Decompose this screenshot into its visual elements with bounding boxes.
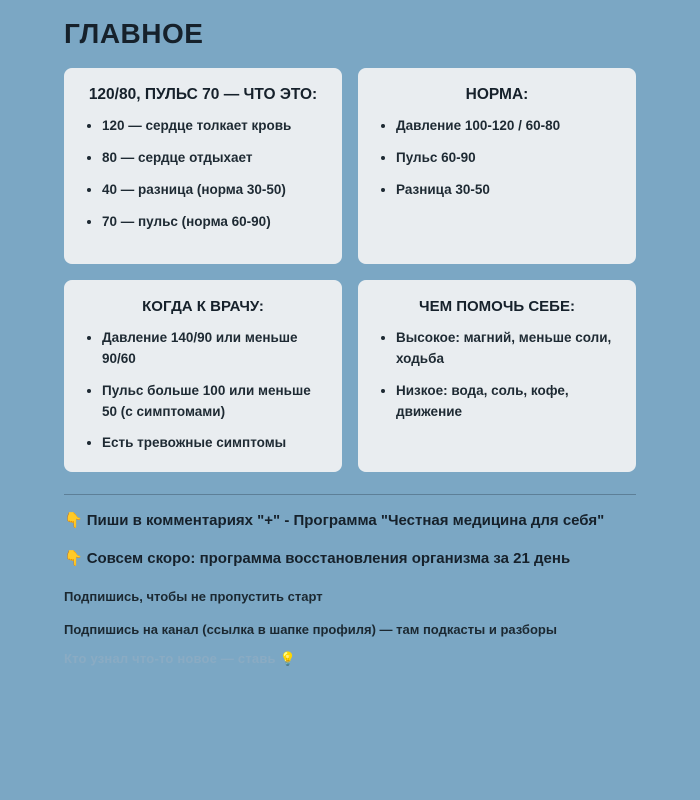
- list-item: Есть тревожные симптомы: [100, 433, 328, 454]
- card-norm: [358, 68, 636, 264]
- list-item: 80 — сердце отдыхает: [100, 148, 328, 169]
- note-text: Пиши в комментариях "+" - Программа "Честная медицина для себя": [86, 512, 605, 529]
- card-heading: 120/80, ПУЛЬС 70 — ЧТО ЭТО:: [88, 86, 318, 103]
- list-item: 40 — разница (норма 30-50): [100, 180, 328, 201]
- list-item: Разница 30-50: [394, 180, 622, 201]
- note-text: Совсем скоро: программа восстановления организма за 21 день: [86, 550, 571, 567]
- card-heading: ЧЕМ ПОМОЧЬ СЕБЕ:: [419, 298, 575, 315]
- card-self-help: [358, 280, 636, 472]
- list-item: 120 — сердце толкает кровь: [100, 116, 328, 137]
- cards-grid: [64, 68, 636, 472]
- card-when-to-doctor: [64, 280, 342, 472]
- notes-section: [64, 509, 636, 667]
- section-divider: [64, 494, 636, 495]
- card-items: [372, 116, 622, 201]
- card-items: [372, 328, 622, 423]
- pointing-down-icon: 👇: [64, 512, 83, 529]
- list-item: Давление 100-120 / 60-80: [394, 116, 622, 137]
- card-items: [78, 328, 328, 455]
- list-item: Пульс 60-90: [394, 148, 622, 169]
- card-items: [78, 116, 328, 233]
- note-subscribe-channel: Подпишись на канал (ссылка в шапке профиля) — там подкасты и разборы: [64, 622, 557, 637]
- card-what-is-it: [64, 68, 342, 264]
- list-item: Высокое: магний, меньше соли, ходьба: [394, 328, 622, 370]
- card-heading: НОРМА:: [465, 86, 529, 103]
- note-subscribe-start: Подпишись, чтобы не пропустить старт: [64, 589, 323, 604]
- list-item: Давление 140/90 или меньше 90/60: [100, 328, 328, 370]
- list-item: Низкое: вода, соль, кофе, движение: [394, 381, 622, 423]
- card-heading: КОГДА К ВРАЧУ:: [142, 298, 264, 315]
- pointing-down-icon: 👇: [64, 550, 83, 567]
- list-item: Пульс больше 100 или меньше 50 (с симптомами): [100, 381, 328, 423]
- page-title: ГЛАВНОЕ: [64, 18, 204, 49]
- note-comment-call-to-action: [64, 509, 636, 533]
- note-learned-something: Кто узнал что-то новое — ставь 💡: [64, 651, 296, 666]
- note-upcoming-program: [64, 547, 636, 571]
- list-item: 70 — пульс (норма 60-90): [100, 212, 328, 233]
